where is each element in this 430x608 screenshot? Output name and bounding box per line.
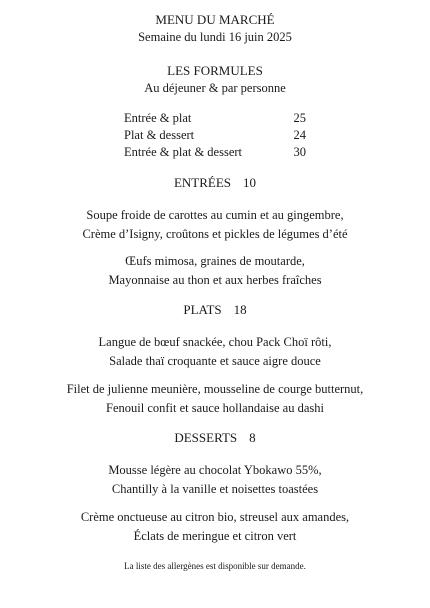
formule-name: Entrée & plat & dessert	[124, 145, 243, 159]
formule-name: Plat & dessert	[124, 128, 195, 142]
dish-line: Éclats de meringue et citron vert	[133, 529, 297, 543]
plats-heading	[0, 301, 430, 318]
formules-title: LES FORMULES	[167, 63, 263, 78]
section-title: PLATS	[183, 302, 222, 317]
formules-subtitle: Au déjeuner & par personne	[144, 81, 286, 95]
section-title: DESSERTS	[174, 430, 238, 445]
formule-price: 24	[293, 128, 306, 142]
dish-line: Œufs mimosa, graines de moutarde,	[125, 254, 305, 268]
formule-row	[124, 127, 306, 144]
dish-line: Salade thaï croquante et sauce aigre douce	[109, 354, 321, 368]
menu-week: Semaine du lundi 16 juin 2025	[138, 30, 292, 44]
formule-row	[124, 144, 306, 161]
section-price: 18	[233, 302, 247, 317]
formule-price: 30	[293, 145, 306, 159]
section-title: ENTRÉES	[173, 175, 232, 190]
formule-row	[124, 110, 306, 127]
menu-title: MENU DU MARCHÉ	[155, 12, 275, 27]
desserts-heading	[0, 429, 430, 446]
dish-line: Fenouil confit et sauce hollandaise au dashi	[106, 401, 324, 415]
formule-name: Entrée & plat	[124, 111, 192, 125]
dish-line: Soupe froide de carottes au cumin et au gingembre,	[86, 208, 344, 222]
section-price: 10	[243, 175, 257, 190]
dish-item	[0, 508, 430, 546]
dish-line: Mousse légère au chocolat Ybokawo 55%,	[108, 463, 322, 477]
dish-line: Filet de julienne meunière, mousseline de courge butternut,	[66, 382, 364, 396]
dish-line: Langue de bœuf snackée, chou Pack Choï rôti,	[98, 335, 332, 349]
dish-item	[0, 252, 430, 290]
dish-item	[0, 206, 430, 244]
entrees-heading	[0, 174, 430, 191]
dish-line: Crème d’Isigny, croûtons et pickles de légumes d’été	[82, 227, 348, 241]
dish-item	[0, 333, 430, 371]
dish-line: Chantilly à la vanille et noisettes toastées	[111, 482, 319, 496]
dish-line: Mayonnaise au thon et aux herbes fraîches	[108, 273, 322, 287]
dish-item	[0, 461, 430, 499]
section-price: 8	[249, 430, 256, 445]
dish-item	[0, 380, 430, 418]
formule-price: 25	[293, 111, 306, 125]
dish-line: Crème onctueuse au citron bio, streusel aux amandes,	[80, 510, 350, 524]
allergen-note: La liste des allergènes est disponible sur demande.	[124, 561, 306, 571]
